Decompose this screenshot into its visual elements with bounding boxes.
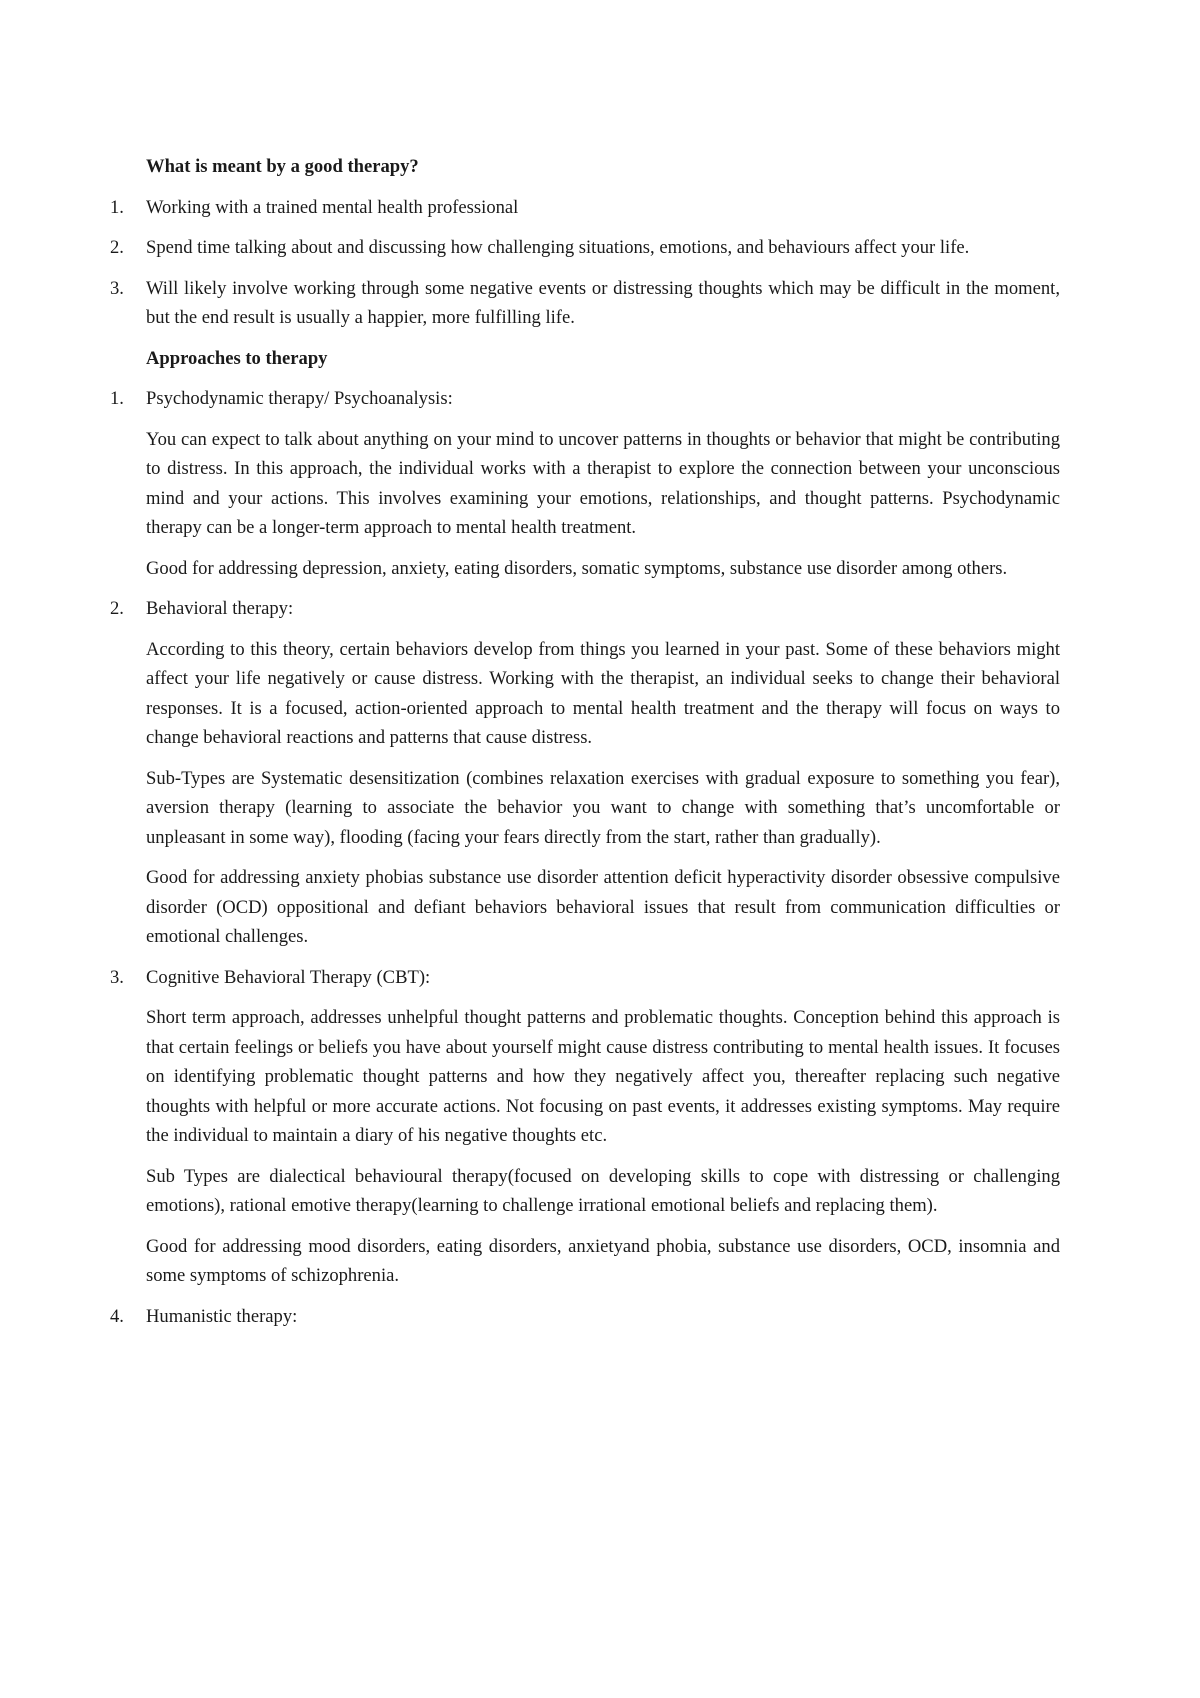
list-item (110, 193, 1060, 223)
list-number: 2. (110, 237, 124, 258)
approach-paragraph: Good for addressing depression, anxiety, eating disorders, somatic symptoms, substance use disorder among others. (146, 557, 1008, 579)
approach-title-item (110, 1302, 1060, 1332)
approach-paragraph: Short term approach, addresses unhelpful thought patterns and problematic thoughts. Conception behind this approach is that certain feelings or beliefs you have about yourself might cause distress contributing to mental health issues. It focuses on identifying problematic thought patterns and how they negatively affect you, thereafter replacing such negative thoughts with helpful or more accurate actions. Not focusing on past events, it addresses existing symptoms. May require the individual to maintain a diary of his negative thoughts etc. (146, 1007, 1060, 1146)
approach-title-item (110, 594, 1060, 624)
list-item (110, 274, 1060, 333)
list-item (110, 233, 1060, 263)
approach-title-item (110, 963, 1060, 993)
list-item-text: Will likely involve working through some negative events or distressing thoughts which may be difficult in the moment, but the end result is usually a happier, more fulfilling life. (146, 277, 1060, 328)
section-heading-approaches: Approaches to therapy (146, 347, 328, 369)
list-number: 1. (110, 388, 124, 409)
approach-paragraph: Good for addressing mood disorders, eating disorders, anxietyand phobia, substance use disorders, OCD, insomnia and some symptoms of schizophrenia. (146, 1235, 1060, 1286)
approach-title: Psychodynamic therapy/ Psychoanalysis: (146, 388, 453, 409)
approach-paragraph: You can expect to talk about anything on your mind to uncover patterns in thoughts or behavior that might be contributing to distress. In this approach, the individual works with a therapist to explore the connection between your unconscious mind and your actions. This involves examining your emotions, relationships, and thought patterns. Psychodynamic therapy can be a longer-term approach to mental health treatment. (146, 428, 1060, 538)
approach-paragraph: Good for addressing anxiety phobias substance use disorder attention deficit hyperactivity disorder obsessive compulsive disorder (OCD) oppositional and defiant behaviors behavioral issues that result from communication difficulties or emotional challenges. (146, 867, 1060, 947)
list-number: 3. (110, 277, 124, 299)
approach-paragraph: Sub-Types are Systematic desensitization (combines relaxation exercises with gradual exposure to something you fear), aversion therapy (learning to associate the behavior you want to change with something that’s uncomfortable or unpleasant in some way), flooding (facing your fears directly from the start, rather than gradually). (146, 767, 1060, 848)
approach-paragraph: According to this theory, certain behaviors develop from things you learned in your past. Some of these behaviors might affect your life negatively or cause distress. Working with the therapist, an individual seeks to change their behavioral responses. It is a focused, action-oriented approach to mental health treatment and the therapy will focus on ways to change behavioral reactions and patterns that cause distress. (146, 638, 1060, 748)
approach-title: Cognitive Behavioral Therapy (CBT): (146, 966, 431, 988)
list-number: 3. (110, 966, 124, 988)
approach-title-item (110, 384, 1060, 414)
list-item-text: Spend time talking about and discussing how challenging situations, emotions, and behaviours affect your life. (146, 237, 970, 258)
approach-title: Humanistic therapy: (146, 1305, 298, 1327)
approach-paragraph: Sub Types are dialectical behavioural therapy(focused on developing skills to cope with distressing or challenging emotions), rational emotive therapy(learning to challenge irrational emotional beliefs and replacing them). (146, 1165, 1060, 1216)
list-number: 1. (110, 196, 124, 218)
list-item-text: Working with a trained mental health professional (146, 196, 519, 218)
list-number: 2. (110, 598, 124, 619)
approach-title: Behavioral therapy: (146, 598, 294, 619)
list-number: 4. (110, 1305, 124, 1327)
section-heading-good-therapy: What is meant by a good therapy? (146, 156, 419, 177)
document-body (110, 152, 1060, 1342)
